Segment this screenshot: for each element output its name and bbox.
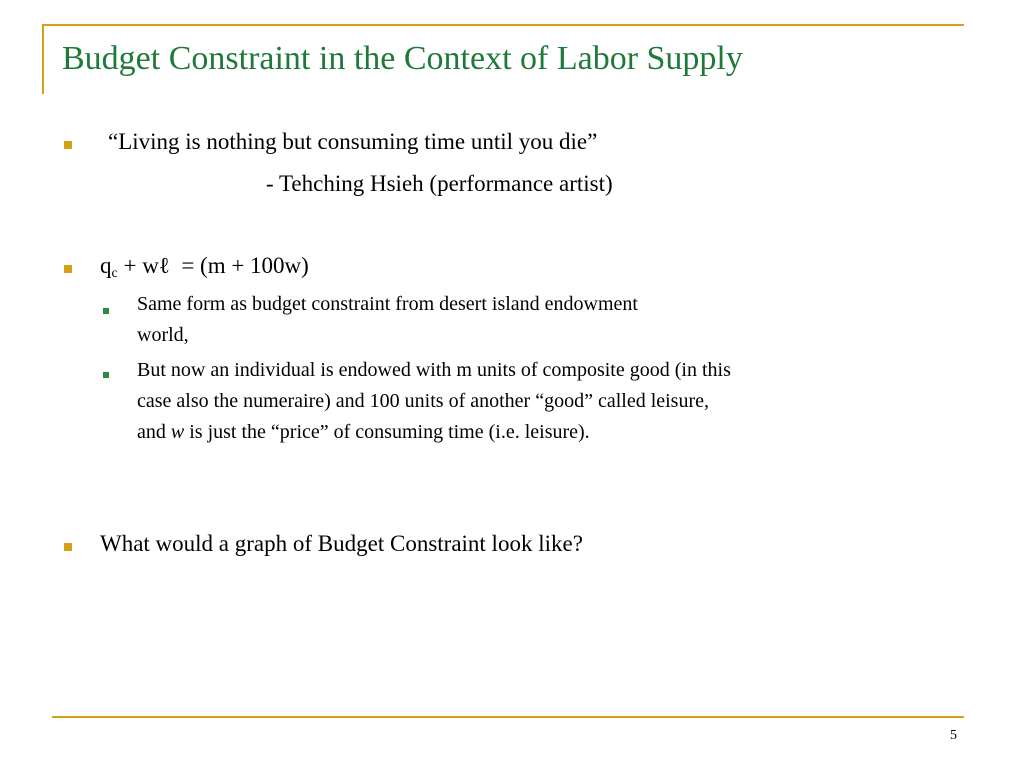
sub-bullet-text-part2: is just the “price” of consuming time (i.e. leisure).: [184, 421, 590, 443]
frame-bottom-border: [52, 716, 964, 718]
sub-bullet-text: [137, 355, 737, 448]
quote-text: “Living is nothing but consuming time until you die”: [108, 129, 598, 154]
sub-bullet-marker: [103, 372, 109, 378]
frame-left-border: [42, 24, 44, 94]
bullet-marker: [64, 265, 72, 273]
question-text: What would a graph of Budget Constraint look like?: [100, 531, 583, 556]
sub-bullet-text-part1: But now an individual is endowed with m units of composite good (in this case also the numeraire) and 100 units of another “good” called leisure, and: [137, 359, 731, 443]
budget-equation: [100, 253, 309, 282]
frame-top-border: [42, 24, 964, 26]
sub-bullet-italic-w: w: [170, 421, 185, 443]
equation-rest: + wℓ = (m + 100w): [117, 253, 309, 278]
bullet-marker: [64, 141, 72, 149]
sub-bullet-marker: [103, 308, 109, 314]
equation-q: q: [100, 253, 112, 278]
equation-subscript: c: [111, 266, 118, 281]
slide-title: Budget Constraint in the Context of Labor Supply: [62, 40, 743, 77]
page-number: 5: [950, 728, 957, 743]
sub-bullet-text: Same form as budget constraint from desert island endowment world,: [137, 293, 638, 346]
quote-attribution: - Tehching Hsieh (performance artist): [266, 171, 613, 196]
bullet-marker: [64, 543, 72, 551]
